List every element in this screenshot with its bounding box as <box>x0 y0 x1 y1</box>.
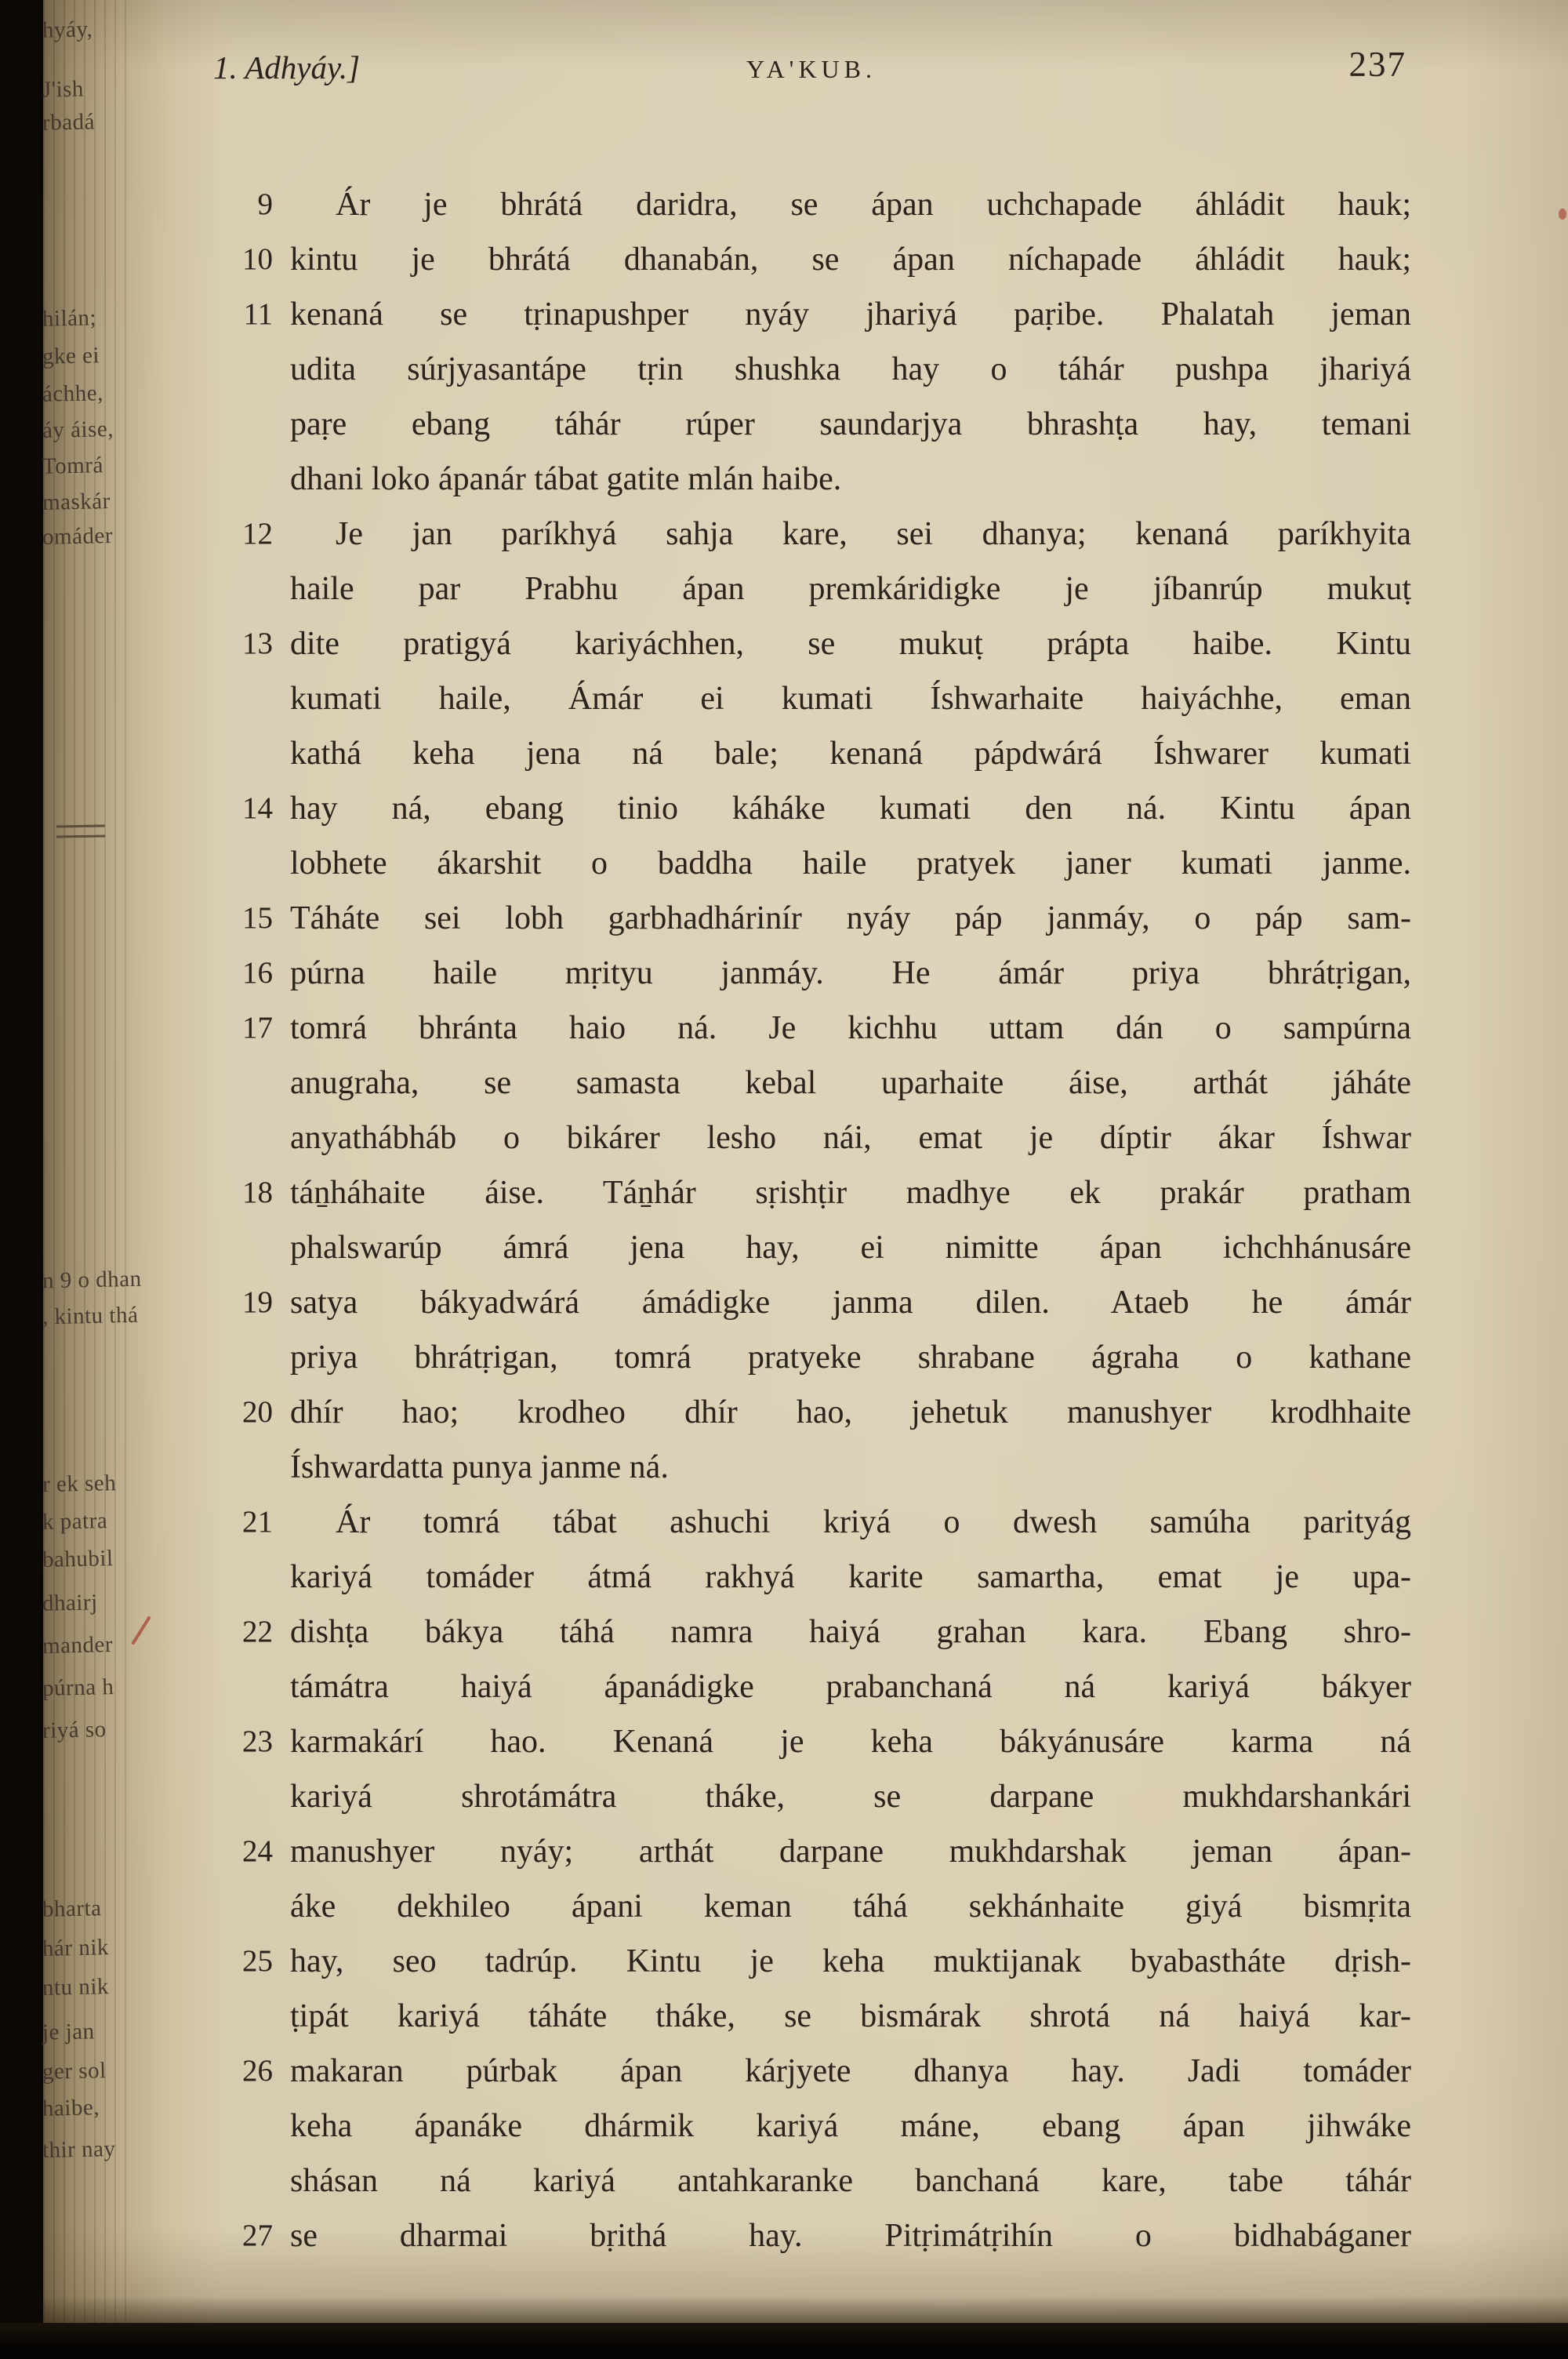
gutter-text-fragment: gke ei <box>42 343 100 369</box>
verse-line <box>212 342 1411 397</box>
verse-line <box>212 232 1411 287</box>
verse-number: 13 <box>242 627 273 660</box>
verse-text: púrna haile mṛityu janmáy. He ámár priya bhrátṛigan, <box>290 955 1411 991</box>
gutter-text-fragment: rbadá <box>42 109 96 136</box>
paper-speck <box>1559 209 1566 220</box>
verse-text: se dharmai bṛithá hay. Pitṛimátṛihín o bidhabáganer <box>290 2218 1411 2254</box>
verse-number <box>212 397 290 452</box>
verse-number: 17 <box>242 1011 273 1045</box>
verse-number: 15 <box>242 901 273 935</box>
page-header <box>213 44 1410 91</box>
verse-text: Táháte sei lobh garbhadhárinír nyáy páp janmáy, o páp sam- <box>290 900 1411 936</box>
gutter-text-fragment: je jan <box>42 2019 95 2045</box>
verse-line <box>212 2099 1411 2154</box>
verse-line <box>212 1330 1411 1385</box>
verse-line <box>212 1056 1411 1110</box>
verse-number <box>212 1330 290 1385</box>
verse-number: 10 <box>242 242 273 276</box>
verse-number: 23 <box>242 1725 273 1758</box>
verse-number <box>212 726 290 781</box>
verse-number <box>212 1989 290 2044</box>
verse-line <box>212 1440 1411 1495</box>
verse-text: kintu je bhrátá dhanabán, se ápan níchapade áhládit hauk; <box>290 242 1411 278</box>
text-block <box>212 177 1411 2263</box>
gutter-text-fragment: bharta <box>42 1896 102 1922</box>
verse-number: 25 <box>242 1944 273 1978</box>
verse-text: áke dekhileo ápani keman táhá sekhánhaite giyá bismṛita <box>290 1888 1411 1925</box>
verse-line <box>212 507 1411 562</box>
verse-text: Ár tomrá tábat ashuchi kriyá o dwesh samúha parityág <box>336 1504 1411 1540</box>
verse-text: ṭipát kariyá táháte tháke, se bismárak shrotá ná haiyá kar- <box>290 1998 1411 2034</box>
gutter-text-fragment: hyáy, <box>42 16 93 43</box>
gutter-text-fragment: , kintu thá <box>42 1302 139 1330</box>
verse-text: Je jan paríkhyá sahja kare, sei dhanya; kenaná paríkhyita <box>336 516 1411 552</box>
verse-text: kariyá tomáder átmá rakhyá karite samartha, emat je upa- <box>290 1559 1411 1595</box>
verse-line <box>212 452 1411 507</box>
gutter-text-fragment: omáder <box>42 523 114 550</box>
verse-number: 14 <box>242 791 273 825</box>
verse-line <box>212 1165 1411 1220</box>
verse-line <box>212 1385 1411 1440</box>
verse-line <box>212 397 1411 452</box>
verse-line <box>212 781 1411 836</box>
verse-line <box>212 1769 1411 1824</box>
verse-line <box>212 562 1411 616</box>
page-number: 237 <box>1348 45 1406 84</box>
verse-text: Íshwardatta punya janme ná. <box>290 1449 669 1485</box>
verse-text: tomrá bhránta haio ná. Je kichhu uttam dán o sampúrna <box>290 1010 1411 1046</box>
verse-text: kariyá shrotámátra tháke, se darpane mukhdarshankári <box>290 1779 1411 1815</box>
verse-number <box>212 1769 290 1824</box>
margin-divider-rule <box>56 824 105 838</box>
verse-number <box>212 1110 290 1165</box>
verse-text: karmakárí hao. Kenaná je keha bákyánusáre karma ná <box>290 1724 1411 1760</box>
verse-text: anyathábháb o bikárer lesho nái, emat je díptir ákar Íshwar <box>290 1120 1411 1156</box>
gutter-text-fragment: hár nik <box>42 1935 110 1961</box>
verse-text: dishṭa bákya táhá namra haiyá grahan kara. Ebang shro- <box>290 1614 1411 1650</box>
verse-number <box>212 671 290 726</box>
verse-number: 22 <box>242 1615 273 1648</box>
gutter-text-fragment: riyá so <box>42 1717 107 1743</box>
verse-line <box>212 946 1411 1001</box>
verse-number <box>212 1879 290 1934</box>
verse-line <box>212 1879 1411 1934</box>
verse-line <box>212 2208 1411 2263</box>
page-bottom-shadow <box>43 2296 1568 2323</box>
verse-text: hay, seo tadrúp. Kintu je keha muktijanak byabastháte dṛish- <box>290 1943 1411 1979</box>
verse-number: 11 <box>243 297 273 331</box>
verse-number: 9 <box>257 187 273 221</box>
gutter-text-fragment: Tomrá <box>42 453 104 479</box>
verse-number <box>212 342 290 397</box>
verse-text: udita súrjyasantápe tṛin shushka hay o táhár pushpa jhariyá <box>290 351 1411 387</box>
verse-line <box>212 1605 1411 1659</box>
verse-number <box>212 1056 290 1110</box>
verse-text: Ár je bhrátá daridra, se ápan uchchapade áhládit hauk; <box>336 187 1411 223</box>
verse-number <box>212 452 290 507</box>
gutter-text-fragment: thir nay <box>42 2136 116 2163</box>
verse-line <box>212 1550 1411 1605</box>
verse-text: dhír hao; krodheo dhír hao, jehetuk manushyer krodhhaite <box>290 1394 1411 1430</box>
verse-number: 24 <box>242 1834 273 1868</box>
verse-text: dhani loko ápanár tábat gatite mlán haibe. <box>290 461 842 497</box>
verse-text: paṛe ebang táhár rúper saundarjya bhrashṭa hay, temani <box>290 406 1411 442</box>
verse-text: kenaná se tṛinapushper nyáy jhariyá paṛibe. Phalatah jeman <box>290 296 1411 333</box>
verse-line <box>212 616 1411 671</box>
verse-text: keha ápanáke dhármik kariyá máne, ebang ápan jihwáke <box>290 2108 1411 2144</box>
verse-line <box>212 2044 1411 2099</box>
verse-text: támátra haiyá ápanádigke prabanchaná ná kariyá bákyer <box>290 1669 1411 1705</box>
gutter-text-fragment: dhairj <box>42 1590 98 1616</box>
gutter-text-fragment: hilán; <box>42 305 97 332</box>
gutter-text-fragment: J'ish <box>42 76 85 103</box>
verse-text: satya bákyadwárá ámádigke janma dilen. Ataeb he ámár <box>290 1285 1411 1321</box>
verse-text: makaran púrbak ápan kárjyete dhanya hay. Jadi tomáder <box>290 2053 1411 2089</box>
gutter-text-fragment: n 9 o dhan <box>42 1266 142 1294</box>
gutter-text-fragment: r ek seh <box>42 1470 117 1497</box>
verse-line <box>212 671 1411 726</box>
verse-number: 26 <box>242 2054 273 2088</box>
gutter-text-fragment: áy áise, <box>42 416 114 443</box>
gutter-text-fragment: haibe, <box>42 2095 100 2121</box>
verse-number: 16 <box>242 956 273 990</box>
verse-line <box>212 1659 1411 1714</box>
gutter-text-fragment: púrna h <box>42 1674 114 1701</box>
verse-line <box>212 1824 1411 1879</box>
verse-number <box>212 1550 290 1605</box>
gutter-text-fragment: k patra <box>42 1508 108 1535</box>
verse-line <box>212 1275 1411 1330</box>
verse-line <box>212 1495 1411 1550</box>
verse-line <box>212 891 1411 946</box>
verse-line <box>212 1989 1411 2044</box>
verse-number <box>212 836 290 891</box>
gutter-text-fragment: áchhe, <box>42 380 104 407</box>
verse-number <box>212 562 290 616</box>
gutter-text-fragment: ger sol <box>42 2058 107 2085</box>
verse-text: shásan ná kariyá antahkaranke banchaná kare, tabe táhár <box>290 2163 1411 2199</box>
verse-line <box>212 1220 1411 1275</box>
verse-line <box>212 1714 1411 1769</box>
verse-number: 27 <box>242 2219 273 2252</box>
gutter-text-fragment: maskár <box>42 489 111 515</box>
verse-number <box>212 1659 290 1714</box>
verse-line <box>212 1934 1411 1989</box>
gutter-text-fragment: mander <box>42 1632 114 1659</box>
verse-text: phalswarúp ámrá jena hay, ei nimitte ápan ichchhánusáre <box>290 1230 1411 1266</box>
verse-line <box>212 1110 1411 1165</box>
verse-number <box>212 1220 290 1275</box>
verse-text: haile par Prabhu ápan premkáridigke je jíbanrúp mukuṭ <box>290 571 1411 607</box>
verse-number: 12 <box>242 517 273 551</box>
verse-line <box>212 726 1411 781</box>
scan-bottom-edge <box>0 2323 1568 2359</box>
verse-text: lobhete ákarshit o baddha haile pratyek janer kumati janme. <box>290 845 1411 881</box>
gutter-text-fragment: ntu nik <box>42 1974 110 2001</box>
verse-text: anugraha, se samasta kebal uparhaite áise, arthát jáháte <box>290 1065 1411 1101</box>
verse-text: hay ná, ebang tinio káháke kumati den ná. Kintu ápan <box>290 791 1411 827</box>
gutter-text-fragment: bahubil <box>42 1546 114 1572</box>
verse-line <box>212 836 1411 891</box>
verse-text: dite pratigyá kariyáchhen, se mukuṭ prápta haibe. Kintu <box>290 626 1411 662</box>
verse-number <box>212 1440 290 1495</box>
running-title: YA'KUB. <box>746 55 877 83</box>
verse-text: kathá keha jena ná bale; kenaná pápdwárá Íshwarer kumati <box>290 736 1411 772</box>
verse-text: táṉháhaite áise. Táṉhár sṛishṭir madhye ek prakár pratham <box>290 1175 1411 1211</box>
verse-number: 19 <box>242 1285 273 1319</box>
verse-line <box>212 1001 1411 1056</box>
verse-line <box>212 287 1411 342</box>
verse-text: kumati haile, Ámár ei kumati Íshwarhaite haiyáchhe, eman <box>290 681 1411 717</box>
verse-text: priya bhrátṛigan, tomrá pratyeke shrabane ágraha o kathane <box>290 1339 1411 1376</box>
verse-number: 18 <box>242 1176 273 1209</box>
verse-number: 20 <box>242 1395 273 1429</box>
chapter-label: 1. Adhyáy.] <box>213 49 361 85</box>
verse-line <box>212 2154 1411 2208</box>
verse-number <box>212 2099 290 2154</box>
verse-line <box>212 177 1411 232</box>
verse-text: manushyer nyáy; arthát darpane mukhdarshak jeman ápan- <box>290 1834 1411 1870</box>
verse-number <box>212 2154 290 2208</box>
verse-number: 21 <box>242 1505 273 1539</box>
